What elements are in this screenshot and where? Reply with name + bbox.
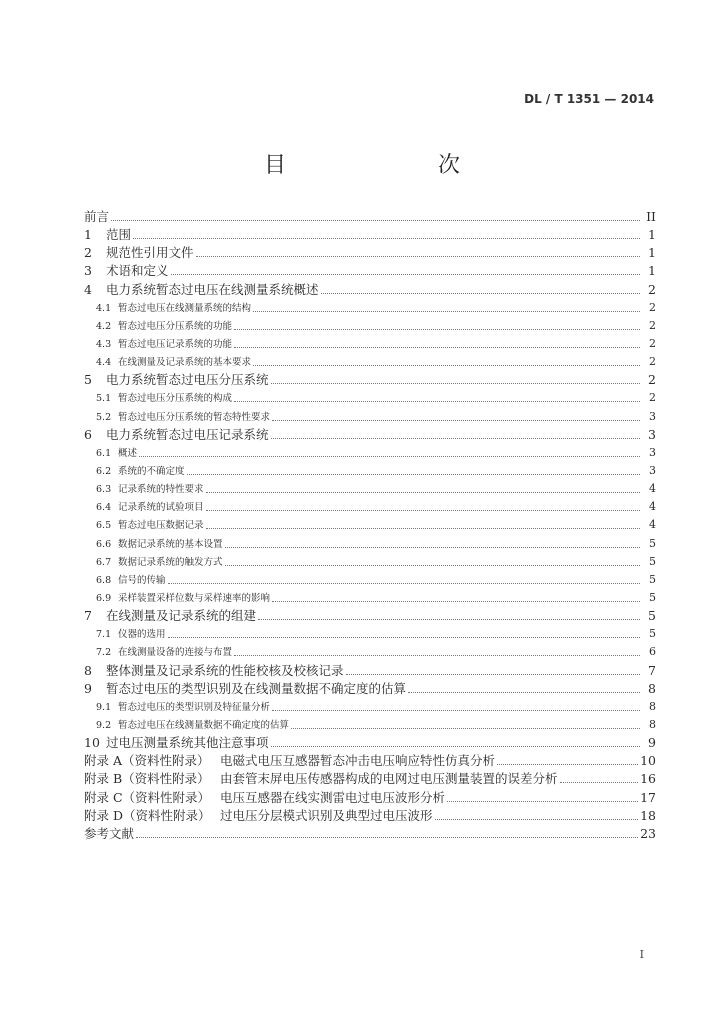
toc-entry-number: 7.1 bbox=[96, 629, 112, 641]
toc-entry[interactable] bbox=[84, 789, 656, 807]
toc-entry-number: 4.2 bbox=[96, 320, 112, 332]
toc-entry-page: 3 bbox=[649, 445, 656, 459]
toc-entry-page: 4 bbox=[649, 482, 656, 496]
toc-entry-label: 暂态过电压记录系统的功能 bbox=[118, 338, 233, 350]
toc-leader-dots bbox=[187, 473, 640, 475]
toc-leader-dots bbox=[435, 818, 639, 820]
toc-entry[interactable] bbox=[84, 426, 656, 444]
toc-entry-label: 电力系统暂态过电压在线测量系统概述 bbox=[106, 281, 319, 297]
toc-entry-number: 6.6 bbox=[96, 538, 112, 550]
toc-entry-number: 6.8 bbox=[96, 574, 112, 586]
toc-entry-label: 记录系统的试验项目 bbox=[118, 502, 204, 514]
toc-entry-number: 4.4 bbox=[96, 357, 112, 369]
toc-entry-number: 6.7 bbox=[96, 556, 112, 568]
toc-entry[interactable] bbox=[84, 462, 656, 480]
toc-entry-label: 暂态过电压数据记录 bbox=[118, 520, 204, 532]
toc-leader-dots bbox=[253, 364, 640, 366]
toc-entry-page: 5 bbox=[649, 554, 656, 568]
toc-entry[interactable] bbox=[84, 643, 656, 661]
toc-entry-page: 4 bbox=[649, 518, 656, 532]
toc-leader-dots bbox=[168, 582, 640, 584]
toc-entry-page: 3 bbox=[649, 409, 656, 423]
toc-leader-dots bbox=[206, 527, 640, 529]
toc-entry-label: 电磁式电压互感器暂态冲击电压响应特性仿真分析 bbox=[220, 753, 496, 769]
toc-entry-label: 暂态过电压分压系统的暂态特性要求 bbox=[118, 411, 271, 423]
toc-entry-number: 4.3 bbox=[96, 338, 112, 350]
table-of-contents bbox=[84, 208, 656, 843]
toc-entry-label: 概述 bbox=[118, 447, 138, 459]
toc-entry-page: 7 bbox=[648, 662, 656, 678]
toc-entry-label: 记录系统的特性要求 bbox=[118, 484, 204, 496]
toc-entry[interactable] bbox=[84, 498, 656, 516]
toc-entry[interactable] bbox=[84, 389, 656, 407]
toc-entry-number: 6 bbox=[84, 426, 92, 442]
toc-leader-dots bbox=[346, 673, 640, 675]
toc-entry-page: 8 bbox=[649, 717, 656, 731]
toc-entry[interactable] bbox=[84, 281, 656, 299]
toc-leader-dots bbox=[291, 727, 640, 729]
toc-entry-page: 2 bbox=[649, 355, 656, 369]
toc-leader-dots bbox=[447, 800, 638, 802]
toc-entry-number: 9.1 bbox=[96, 701, 112, 713]
toc-entry-number: 9 bbox=[84, 680, 92, 696]
toc-entry-page: 5 bbox=[649, 572, 656, 586]
toc-entry[interactable] bbox=[84, 480, 656, 498]
toc-entry-page: 8 bbox=[648, 680, 656, 696]
toc-leader-dots bbox=[206, 509, 640, 511]
toc-leader-dots bbox=[272, 709, 640, 711]
toc-entry-page: 9 bbox=[648, 735, 656, 751]
toc-entry[interactable] bbox=[84, 662, 656, 680]
toc-entry-number: 3 bbox=[84, 263, 92, 279]
toc-entry-page: 16 bbox=[640, 771, 656, 787]
toc-entry[interactable] bbox=[84, 770, 656, 788]
toc-entry[interactable] bbox=[84, 553, 656, 571]
toc-entry-label: 术语和定义 bbox=[106, 263, 169, 279]
toc-entry-page: 18 bbox=[640, 807, 656, 823]
toc-entry-label: 暂态过电压的类型识别及特征量分析 bbox=[118, 701, 271, 713]
toc-entry[interactable] bbox=[84, 299, 656, 317]
toc-entry-label: 在线测量设备的连接与布置 bbox=[118, 647, 233, 659]
toc-entry[interactable] bbox=[84, 262, 656, 280]
toc-leader-dots bbox=[139, 455, 640, 457]
toc-entry-number: 5.1 bbox=[96, 393, 112, 405]
toc-entry[interactable] bbox=[84, 571, 656, 589]
toc-entry-label: 信号的传输 bbox=[118, 574, 166, 586]
toc-entry-page: 17 bbox=[640, 789, 656, 805]
toc-entry-number: 2 bbox=[84, 245, 92, 261]
toc-entry-page: 4 bbox=[649, 500, 656, 514]
toc-entry-label: 在线测量及记录系统的基本要求 bbox=[118, 357, 252, 369]
toc-entry[interactable] bbox=[84, 244, 656, 262]
document-code: DL / T 1351 — 2014 bbox=[524, 92, 654, 106]
page-title: 目 次 bbox=[263, 153, 496, 178]
toc-leader-dots bbox=[408, 691, 640, 693]
toc-leader-dots bbox=[136, 836, 638, 838]
toc-entry-number: 6.4 bbox=[96, 502, 112, 514]
toc-entry-number: 1 bbox=[84, 227, 92, 243]
toc-entry[interactable] bbox=[84, 625, 656, 643]
toc-entry-page: 1 bbox=[648, 227, 656, 243]
toc-leader-dots bbox=[234, 328, 640, 330]
toc-entry-page: 6 bbox=[649, 645, 656, 659]
toc-entry-number: 8 bbox=[84, 662, 92, 678]
toc-leader-dots bbox=[272, 419, 640, 421]
toc-entry[interactable] bbox=[84, 335, 656, 353]
toc-leader-dots bbox=[271, 437, 640, 439]
toc-entry-label: 暂态过电压在线测量数据不确定度的估算 bbox=[118, 719, 290, 731]
toc-entry-label: 暂态过电压分压系统的功能 bbox=[118, 320, 233, 332]
toc-entry-label: 电力系统暂态过电压记录系统 bbox=[106, 426, 269, 442]
toc-entry-label: 系统的不确定度 bbox=[118, 465, 185, 477]
toc-leader-dots bbox=[234, 400, 640, 402]
toc-entry-number: 7.2 bbox=[96, 647, 112, 659]
toc-entry[interactable] bbox=[84, 680, 656, 698]
toc-entry[interactable] bbox=[84, 698, 656, 716]
toc-entry-page: II bbox=[646, 209, 656, 224]
toc-entry-label: 规范性引用文件 bbox=[106, 245, 194, 261]
toc-leader-dots bbox=[253, 310, 640, 312]
toc-entry[interactable] bbox=[84, 353, 656, 371]
toc-leader-dots bbox=[225, 546, 640, 548]
toc-leader-dots bbox=[497, 763, 638, 765]
toc-entry[interactable] bbox=[84, 208, 656, 226]
toc-entry-number: 4.1 bbox=[96, 302, 112, 314]
toc-entry-page: 2 bbox=[649, 336, 656, 350]
toc-leader-dots bbox=[560, 781, 639, 783]
toc-entry-page: 2 bbox=[649, 318, 656, 332]
toc-leader-dots bbox=[111, 219, 640, 221]
toc-entry-label: 仪器的选用 bbox=[118, 629, 166, 641]
toc-entry[interactable] bbox=[84, 444, 656, 462]
toc-entry-label: 过电压分层模式识别及典型过电压波形 bbox=[220, 807, 433, 823]
page-number: I bbox=[639, 948, 644, 961]
toc-entry-page: 2 bbox=[649, 391, 656, 405]
toc-entry[interactable] bbox=[84, 371, 656, 389]
toc-entry[interactable] bbox=[84, 807, 656, 825]
toc-leader-dots bbox=[321, 292, 640, 294]
toc-entry-label: 采样装置采样位数与采样速率的影响 bbox=[118, 592, 271, 604]
toc-entry-number: 5 bbox=[84, 372, 92, 388]
toc-entry-number: 7 bbox=[84, 608, 92, 624]
toc-leader-dots bbox=[234, 654, 640, 656]
toc-entry-page: 2 bbox=[648, 372, 656, 388]
toc-entry-page: 1 bbox=[648, 245, 656, 261]
toc-leader-dots bbox=[196, 255, 640, 257]
toc-annex-tag: 附录 C（资料性附录） bbox=[84, 789, 211, 805]
toc-annex-tag: 附录 D（资料性附录） bbox=[84, 807, 211, 823]
toc-entry-page: 2 bbox=[649, 300, 656, 314]
toc-entry-number: 6.5 bbox=[96, 520, 112, 532]
toc-entry-number: 9.2 bbox=[96, 719, 112, 731]
toc-entry-page: 5 bbox=[649, 627, 656, 641]
toc-entry-page: 5 bbox=[648, 608, 656, 624]
toc-entry-page: 5 bbox=[649, 590, 656, 604]
toc-leader-dots bbox=[271, 382, 640, 384]
toc-leader-dots bbox=[271, 745, 640, 747]
toc-leader-dots bbox=[234, 346, 640, 348]
toc-entry-label: 参考文献 bbox=[84, 825, 135, 841]
toc-entry-label: 前言 bbox=[84, 209, 110, 224]
toc-entry-number: 6.3 bbox=[96, 484, 112, 496]
toc-entry[interactable] bbox=[84, 752, 656, 770]
toc-leader-dots bbox=[133, 237, 640, 239]
toc-entry-label: 暂态过电压在线测量系统的结构 bbox=[118, 302, 252, 314]
toc-leader-dots bbox=[206, 491, 640, 493]
toc-entry-number: 6.2 bbox=[96, 465, 112, 477]
toc-entry-label: 数据记录系统的基本设置 bbox=[118, 538, 223, 550]
toc-entry[interactable] bbox=[84, 535, 656, 553]
toc-entry-label: 数据记录系统的触发方式 bbox=[118, 556, 223, 568]
toc-entry-page: 8 bbox=[649, 699, 656, 713]
toc-entry-number: 5.2 bbox=[96, 411, 112, 423]
toc-entry[interactable] bbox=[84, 317, 656, 335]
toc-entry-page: 3 bbox=[648, 426, 656, 442]
toc-entry[interactable] bbox=[84, 607, 656, 625]
toc-entry-label: 暂态过电压的类型识别及在线测量数据不确定度的估算 bbox=[106, 680, 407, 696]
toc-entry[interactable] bbox=[84, 716, 656, 734]
toc-annex-tag: 附录 B（资料性附录） bbox=[84, 771, 210, 787]
toc-entry[interactable] bbox=[84, 226, 656, 244]
toc-entry-number: 6.9 bbox=[96, 592, 112, 604]
toc-entry-page: 1 bbox=[648, 263, 656, 279]
toc-leader-dots bbox=[168, 636, 640, 638]
toc-entry-page: 23 bbox=[640, 825, 656, 841]
toc-entry-page: 10 bbox=[640, 753, 656, 769]
toc-entry-label: 暂态过电压分压系统的构成 bbox=[118, 393, 233, 405]
toc-entry-label: 过电压测量系统其他注意事项 bbox=[106, 735, 269, 751]
toc-entry-label: 在线测量及记录系统的组建 bbox=[106, 608, 257, 624]
toc-entry[interactable] bbox=[84, 589, 656, 607]
toc-annex-tag: 附录 A（资料性附录） bbox=[84, 753, 210, 769]
toc-entry-label: 范围 bbox=[106, 227, 132, 243]
toc-leader-dots bbox=[258, 618, 640, 620]
toc-entry[interactable] bbox=[84, 408, 656, 426]
toc-entry-label: 整体测量及记录系统的性能校核及校核记录 bbox=[106, 662, 344, 678]
toc-entry[interactable] bbox=[84, 825, 656, 843]
toc-entry-page: 2 bbox=[648, 281, 656, 297]
toc-entry-label: 电力系统暂态过电压分压系统 bbox=[106, 372, 269, 388]
toc-entry-label: 由套管末屏电压传感器构成的电网过电压测量装置的误差分析 bbox=[220, 771, 558, 787]
toc-leader-dots bbox=[272, 600, 640, 602]
toc-entry-number: 10 bbox=[84, 735, 100, 751]
toc-entry[interactable] bbox=[84, 734, 656, 752]
toc-entry-page: 5 bbox=[649, 536, 656, 550]
toc-entry-number: 6.1 bbox=[96, 447, 112, 459]
toc-entry-page: 3 bbox=[649, 463, 656, 477]
toc-entry[interactable] bbox=[84, 516, 656, 534]
toc-leader-dots bbox=[171, 273, 640, 275]
toc-entry-number: 4 bbox=[84, 281, 92, 297]
toc-leader-dots bbox=[225, 564, 640, 566]
toc-entry-label: 电压互感器在线实测雷电过电压波形分析 bbox=[220, 789, 446, 805]
